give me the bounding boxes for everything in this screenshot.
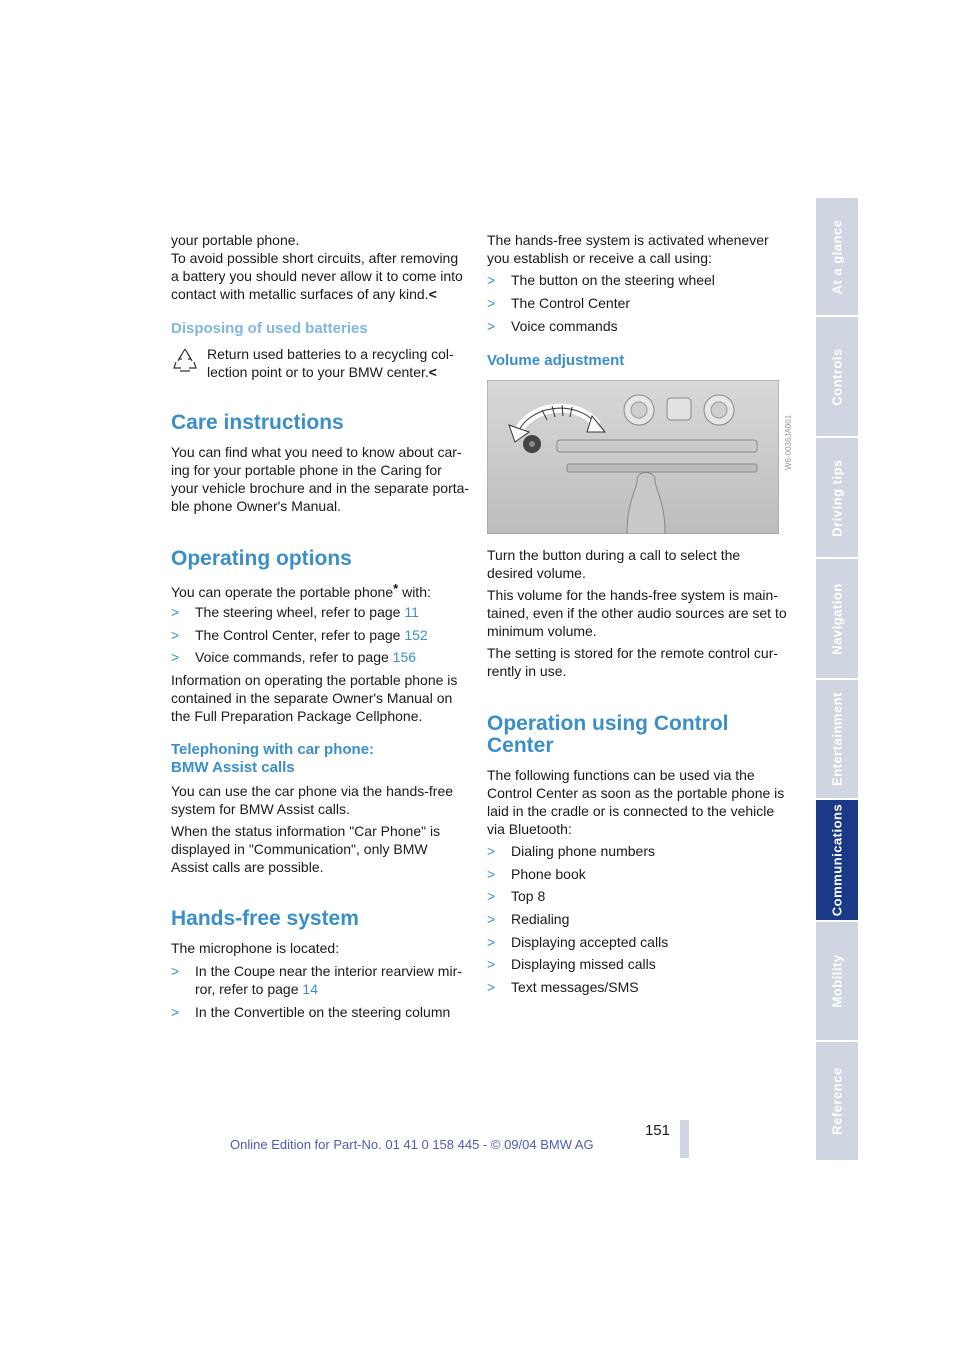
operation-line: via Bluetooth: (487, 821, 572, 837)
telephoning-heading: BMW Assist calls (171, 759, 295, 776)
volume-line: This volume for the hands-free system is main- (487, 587, 778, 603)
intro-line: your portable phone. (171, 232, 300, 248)
optional-asterisk: * (393, 581, 399, 596)
volume-knob-photo (487, 380, 779, 534)
volume-heading: Volume adjustment (487, 352, 625, 369)
page-number: 151 (644, 1122, 670, 1139)
list-item: > Dialing phone numbers (487, 843, 655, 859)
list-item: > The button on the steering wheel (487, 272, 715, 288)
list-item: > Top 8 (487, 888, 546, 904)
volume-line: Turn the button during a call to select the (487, 547, 741, 563)
list-item: > In the Convertible on the steering column (171, 1004, 451, 1020)
handsfree-intro: The microphone is located: (171, 940, 340, 956)
volume-line: desired volume. (487, 565, 586, 581)
tab-communications[interactable]: Communications (816, 800, 858, 922)
tab-driving-tips[interactable]: Driving tips (816, 438, 858, 559)
photo-code: W6-0036JA001 (784, 414, 793, 470)
disposing-line: Return used batteries to a recycling col- (207, 346, 454, 362)
disposing-line: lection point or to your BMW center.< (207, 364, 437, 380)
volume-line: rently in use. (487, 663, 567, 679)
operation-heading: Operation using Control (487, 712, 729, 735)
telephoning-line: Assist calls are possible. (171, 859, 324, 875)
page-link[interactable]: 152 (404, 627, 428, 643)
operating-info-line: contained in the separate Owner's Manual on (171, 690, 453, 706)
care-line: ble phone Owner's Manual. (171, 498, 341, 514)
telephoning-line: When the status information "Car Phone" is (171, 823, 441, 839)
disposing-heading: Disposing of used batteries (171, 320, 368, 337)
end-mark: < (428, 364, 437, 380)
list-item: > Displaying missed calls (487, 956, 656, 972)
list-item: > Voice commands (487, 318, 618, 334)
end-mark: < (428, 286, 437, 302)
care-line: ing for your portable phone in the Caring for (171, 462, 442, 478)
operation-line: laid in the cradle or is connected to the vehicle (487, 803, 775, 819)
operation-heading: Center (487, 734, 554, 757)
list-item: > Phone book (487, 866, 586, 882)
list-item: > The steering wheel, refer to page 11 (171, 604, 419, 620)
volume-line: minimum volume. (487, 623, 597, 639)
operation-line: The following functions can be used via the (487, 767, 755, 783)
list-item: > Voice commands, refer to page 156 (171, 649, 417, 665)
page-link[interactable]: 156 (392, 649, 417, 665)
intro-line: contact with metallic surfaces of any kind.< (171, 286, 437, 302)
operation-line: Control Center as soon as the portable phone is (487, 785, 785, 801)
intro-line: a battery you should never allow it to come into (171, 268, 463, 284)
tab-at-a-glance[interactable]: At a glance (816, 198, 858, 317)
care-heading: Care instructions (171, 411, 344, 434)
telephoning-line: system for BMW Assist calls. (171, 801, 350, 817)
list-item: > Redialing (487, 911, 570, 927)
tab-reference[interactable]: Reference (816, 1042, 858, 1162)
telephoning-heading: Telephoning with car phone: (171, 741, 375, 758)
activation-line: you establish or receive a call using: (487, 250, 712, 266)
handsfree-heading: Hands-free system (171, 907, 359, 930)
operating-intro: You can operate the portable phone* with: (171, 581, 431, 600)
activation-line: The hands-free system is activated whenever (487, 232, 769, 248)
footer-edition: Online Edition for Part-No. 01 41 0 158 445 - © 09/04 BMW AG (230, 1137, 594, 1152)
page-link[interactable]: 11 (404, 604, 419, 620)
tab-controls[interactable]: Controls (816, 317, 858, 438)
care-line: your vehicle brochure and in the separate porta- (171, 480, 470, 496)
operating-info-line: Information on operating the portable phone is (171, 672, 458, 688)
operating-info-line: the Full Preparation Package Cellphone. (171, 708, 423, 724)
intro-line: To avoid possible short circuits, after removing (171, 250, 459, 266)
tab-entertainment[interactable]: Entertainment (816, 680, 858, 800)
tab-mobility[interactable]: Mobility (816, 922, 858, 1042)
list-item: > Text messages/SMS (487, 979, 639, 995)
volume-line: tained, even if the other audio sources are set to (487, 605, 787, 621)
telephoning-line: You can use the car phone via the hands-free (171, 783, 454, 799)
telephoning-line: displayed in "Communication", only BMW (171, 841, 428, 857)
operating-heading: Operating options (171, 547, 352, 570)
recycling-icon (171, 346, 199, 374)
tab-navigation[interactable]: Navigation (816, 559, 858, 680)
list-item: > The Control Center (487, 295, 631, 311)
page-number-bar (680, 1120, 689, 1158)
list-item: > Displaying accepted calls (487, 934, 669, 950)
list-item: > The Control Center, refer to page 152 (171, 627, 428, 643)
page-link[interactable]: 14 (302, 981, 318, 997)
volume-line: The setting is stored for the remote control cur- (487, 645, 779, 661)
care-line: You can find what you need to know about car- (171, 444, 462, 460)
list-item: > In the Coupe near the interior rearview mir- ror, refer to page 14 (171, 963, 462, 997)
